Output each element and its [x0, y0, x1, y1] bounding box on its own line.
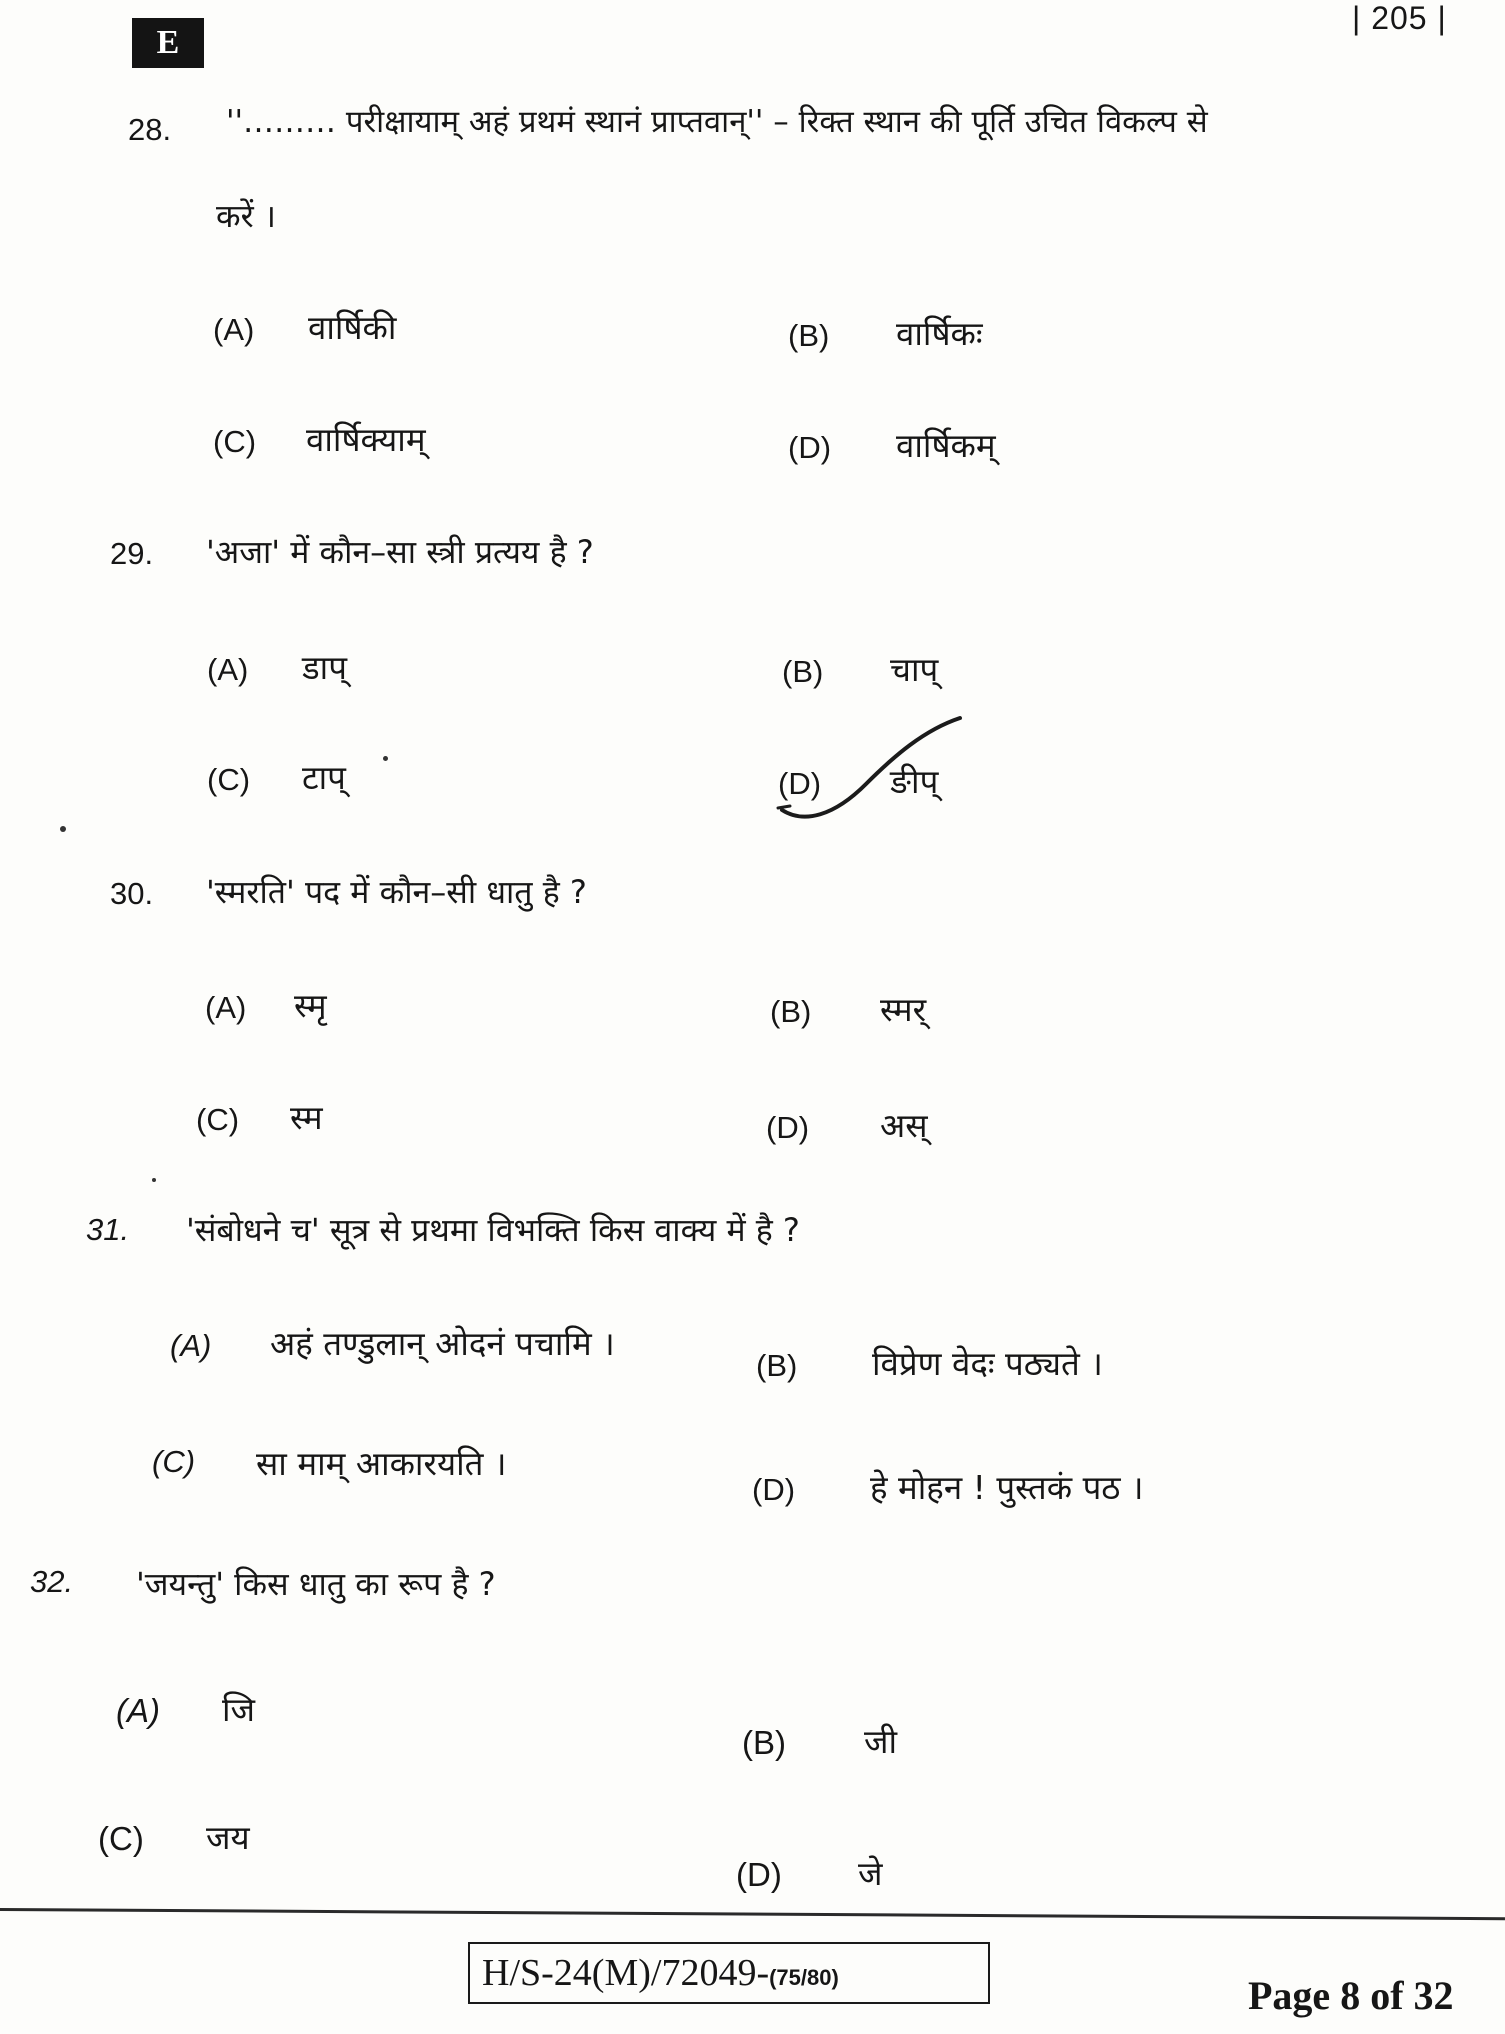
option-text: सा माम् आकारयति ।	[256, 1444, 507, 1483]
question-text-continued: करें ।	[216, 197, 276, 235]
option-text: विप्रेण वेदः पठ्यते ।	[872, 1344, 1103, 1383]
option-text: जे	[858, 1854, 883, 1893]
option-text: स्मृ	[294, 986, 327, 1025]
option-label: (B)	[782, 654, 824, 689]
option-text: हे मोहन ! पुस्तकं पठ ।	[870, 1468, 1144, 1507]
question-number: 32.	[30, 1564, 74, 1599]
option-text: टाप्	[302, 758, 346, 797]
option-label: (A)	[170, 1328, 212, 1363]
question-text: 'अजा' में कौन–सा स्त्री प्रत्यय है ?	[206, 533, 594, 571]
option-text: अहं तण्डुलान् ओदनं पचामि ।	[270, 1324, 615, 1363]
option-label: (D)	[752, 1472, 796, 1507]
paper-code: H/S-24(M)/72049-	[482, 1952, 770, 1994]
page-code: | 205 |	[1352, 0, 1447, 36]
question-number: 29.	[110, 536, 154, 571]
option-text: स्म	[290, 1098, 323, 1137]
option-text: वार्षिकम्	[896, 426, 996, 465]
option-text: जी	[864, 1722, 898, 1761]
option-text: वार्षिकी	[308, 308, 397, 347]
question-number: 28.	[128, 112, 172, 147]
option-text: अस्	[880, 1106, 928, 1145]
scan-speck	[383, 756, 388, 761]
paper-code-box	[468, 1942, 990, 2004]
option-text: चाप्	[890, 650, 939, 689]
option-label: (D)	[766, 1110, 810, 1145]
question-text: ''……… परीक्षायाम् अहं प्रथमं स्थानं प्राप्तवान्'' – रिक्त स्थान की पूर्ति उचित विकल्प से	[226, 104, 1208, 140]
option-text: स्मर्	[880, 990, 927, 1029]
option-label: (A)	[116, 1692, 160, 1729]
question-text: 'संबोधने च' सूत्र से प्रथमा विभक्ति किस वाक्य में है ?	[186, 1211, 800, 1249]
question-text: 'स्मरति' पद में कौन–सी धातु है ?	[206, 873, 587, 911]
option-label: (C)	[196, 1102, 240, 1137]
paper-code-suffix: (75/80)	[769, 1965, 839, 1990]
footer-rule	[0, 1908, 1505, 1920]
option-text: ङीप्	[890, 762, 939, 801]
option-label: (A)	[205, 990, 247, 1025]
scan-speck	[60, 826, 66, 832]
option-text: जय	[206, 1818, 250, 1857]
option-text: वार्षिक्याम्	[306, 420, 426, 459]
option-label: (C)	[213, 424, 257, 459]
option-label: (C)	[98, 1820, 144, 1857]
question-number: 30.	[110, 876, 154, 911]
option-label: (B)	[756, 1348, 798, 1383]
option-label: (D)	[788, 430, 832, 465]
option-text: जि	[222, 1690, 256, 1729]
question-number: 31.	[86, 1212, 130, 1247]
option-label: (D)	[778, 766, 822, 801]
option-label: (C)	[207, 762, 251, 797]
option-label: (B)	[788, 318, 830, 353]
option-label: (A)	[213, 312, 255, 347]
set-badge: E	[132, 18, 204, 68]
option-label: (D)	[736, 1856, 782, 1893]
scan-speck	[152, 1178, 156, 1182]
option-label: (A)	[207, 652, 249, 687]
option-label: (B)	[742, 1724, 786, 1761]
option-label: (B)	[770, 994, 812, 1029]
option-text: वार्षिकः	[896, 314, 983, 353]
option-label: (C)	[152, 1444, 196, 1479]
option-text: डाप्	[302, 648, 347, 687]
question-text: 'जयन्तु' किस धातु का रूप है ?	[136, 1565, 496, 1603]
page-number: Page 8 of 32	[1248, 1973, 1454, 2018]
